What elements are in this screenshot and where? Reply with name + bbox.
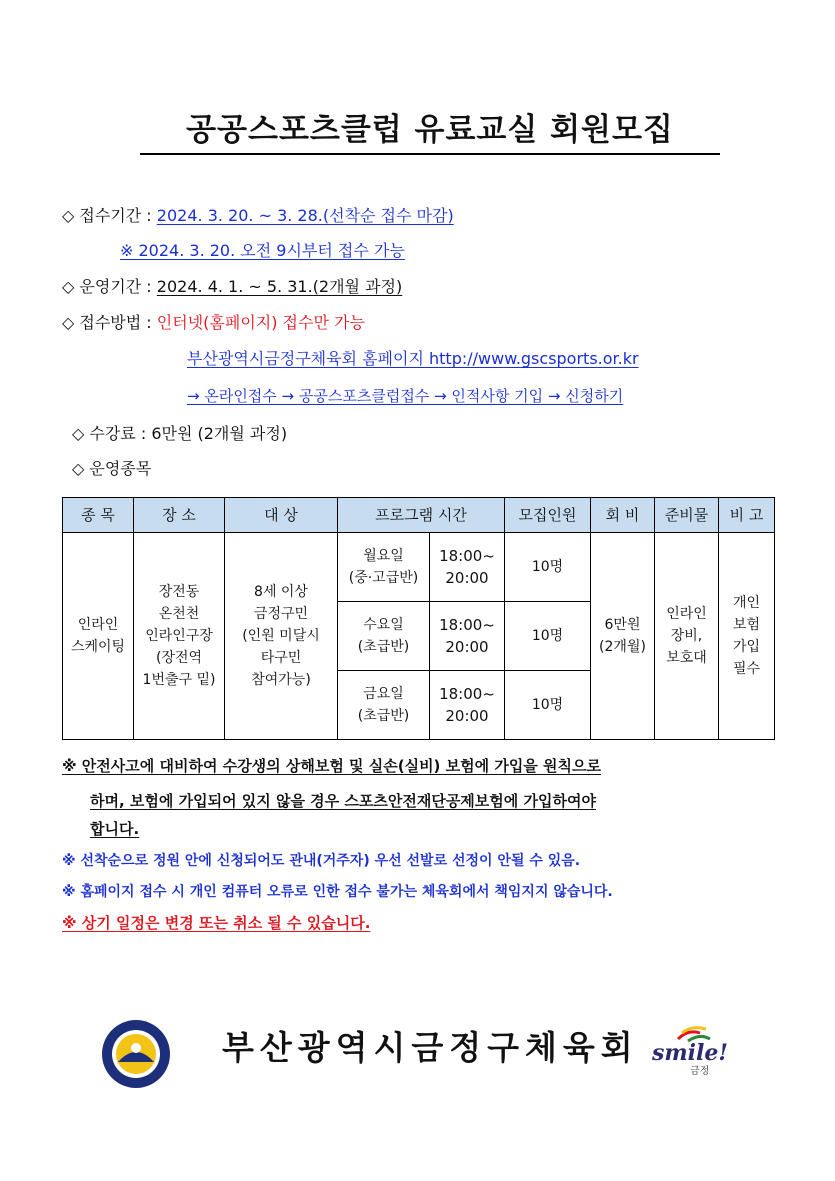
table-header-row xyxy=(63,498,775,533)
header-target: 대 상 xyxy=(225,498,338,533)
place-line: 인라인구장 xyxy=(145,628,213,644)
method-label: ◇ 접수방법 : xyxy=(62,313,152,332)
header-fee: 회 비 xyxy=(591,498,655,533)
method-value: 인터넷(홈페이지) 접수만 가능 xyxy=(156,313,365,332)
target-cell xyxy=(225,533,338,740)
insurance-note-2: 하며, 보험에 가입되어 있지 않을 경우 스포츠안전재단공제보험에 가입하여야 xyxy=(90,792,596,810)
fee-cell xyxy=(591,533,655,740)
place-line: 장전동 xyxy=(158,584,200,600)
session-day-cell xyxy=(338,533,430,602)
types-line: ◇ 운영종목 xyxy=(72,459,152,478)
operation-label: ◇ 운영기간 : xyxy=(62,277,152,296)
header-supplies: 준비물 xyxy=(655,498,719,533)
session-level: (초급반) xyxy=(357,708,410,724)
operation-value: 2024. 4. 1. ~ 5. 31.(2개월 과정) xyxy=(156,277,403,296)
session-level: (중·고급반) xyxy=(348,570,419,586)
fee-line: 6만원 xyxy=(604,617,641,633)
reception-method xyxy=(62,313,365,333)
target-line: 8세 이상 xyxy=(254,584,308,600)
supplies-cell xyxy=(655,533,719,740)
sport-cell xyxy=(63,533,134,740)
session-time-end: 20:00 xyxy=(445,707,489,725)
session-time-start: 18:00~ xyxy=(439,547,495,565)
priority-note: ※ 선착순으로 정원 안에 신청되어도 관내(거주자) 우선 선발로 선정이 안될 수 있음. xyxy=(62,853,581,869)
session-day-cell xyxy=(338,671,430,740)
header-sport: 종 목 xyxy=(63,498,134,533)
organization-name: 부산광역시금정구체육회 xyxy=(222,1028,639,1067)
header-program-time: 프로그램 시간 xyxy=(338,498,505,533)
table-row xyxy=(63,533,775,602)
header-place: 장 소 xyxy=(134,498,225,533)
session-day: 금요일 xyxy=(363,686,404,702)
session-capacity: 10명 xyxy=(505,533,591,602)
supplies-line: 인라인 xyxy=(666,606,707,622)
session-day: 월요일 xyxy=(363,548,404,564)
fee-line: ◇ 수강료 : 6만원 (2개월 과정) xyxy=(72,424,288,443)
steps-line: → 온라인접수 → 공공스포츠클럽접수 → 인적사항 기입 → 신청하기 xyxy=(187,387,624,405)
remarks-line: 개인 xyxy=(732,595,761,611)
session-day-cell xyxy=(338,602,430,671)
supplies-line: 장비, xyxy=(670,628,703,644)
remarks-line: 보험 xyxy=(732,617,761,633)
header-remarks: 비 고 xyxy=(719,498,775,533)
remarks-line: 가입 xyxy=(732,639,761,655)
supplies-line: 보호대 xyxy=(666,650,707,666)
fee-line: (2개월) xyxy=(599,639,646,655)
place-line: 1번출구 밑) xyxy=(142,672,216,688)
homepage-line[interactable]: 부산광역시금정구체육회 홈페이지 http://www.gscsports.or.kr xyxy=(187,349,639,368)
remarks-line: 필수 xyxy=(732,661,761,677)
reception-value: 2024. 3. 20. ~ 3. 28.(선착순 접수 마감) xyxy=(156,206,454,225)
session-time-end: 20:00 xyxy=(445,569,489,587)
target-line: 금정구민 xyxy=(253,606,309,622)
smile-logo-text: smile! xyxy=(652,1040,729,1066)
operation-period xyxy=(62,277,402,297)
session-time-start: 18:00~ xyxy=(439,616,495,634)
change-note: ※ 상기 일정은 변경 또는 취소 될 수 있습니다. xyxy=(62,914,371,932)
target-line: (인원 미달시 xyxy=(242,628,320,644)
sport-line: 스케이팅 xyxy=(70,639,126,655)
session-level: (초급반) xyxy=(357,639,410,655)
schedule-table xyxy=(62,497,775,740)
page-title: 공공스포츠클럽 유료교실 회원모집 xyxy=(140,104,720,155)
reception-note: ※ 2024. 3. 20. 오전 9시부터 접수 가능 xyxy=(120,241,405,260)
target-line: 타구민 xyxy=(260,650,302,666)
place-cell xyxy=(134,533,225,740)
header-capacity: 모집인원 xyxy=(505,498,591,533)
sport-line: 인라인 xyxy=(77,617,119,633)
session-time-cell xyxy=(430,671,505,740)
session-day: 수요일 xyxy=(363,617,404,633)
session-time-cell xyxy=(430,533,505,602)
session-capacity: 10명 xyxy=(505,671,591,740)
session-time-cell xyxy=(430,602,505,671)
insurance-note-1: ※ 안전사고에 대비하여 수강생의 상해보험 및 실손(실비) 보험에 가입을 원칙으로 xyxy=(62,757,601,775)
session-capacity: 10명 xyxy=(505,602,591,671)
reception-label: ◇ 접수기간 : xyxy=(62,206,152,225)
association-emblem-icon xyxy=(100,1018,172,1090)
insurance-note-3: 합니다. xyxy=(90,820,140,838)
session-time-start: 18:00~ xyxy=(439,685,495,703)
place-line: (장전역 xyxy=(155,650,203,666)
pc-error-note: ※ 홈페이지 접수 시 개인 컴퓨터 오류로 인한 접수 불가는 체육회에서 책임지지 않습니다. xyxy=(62,884,613,900)
session-time-end: 20:00 xyxy=(445,638,489,656)
target-line: 참여가능) xyxy=(251,672,311,688)
smile-logo-sub: 금정 xyxy=(690,1066,710,1077)
remarks-cell xyxy=(719,533,775,740)
place-line: 온천천 xyxy=(158,606,200,622)
reception-period xyxy=(62,206,454,226)
